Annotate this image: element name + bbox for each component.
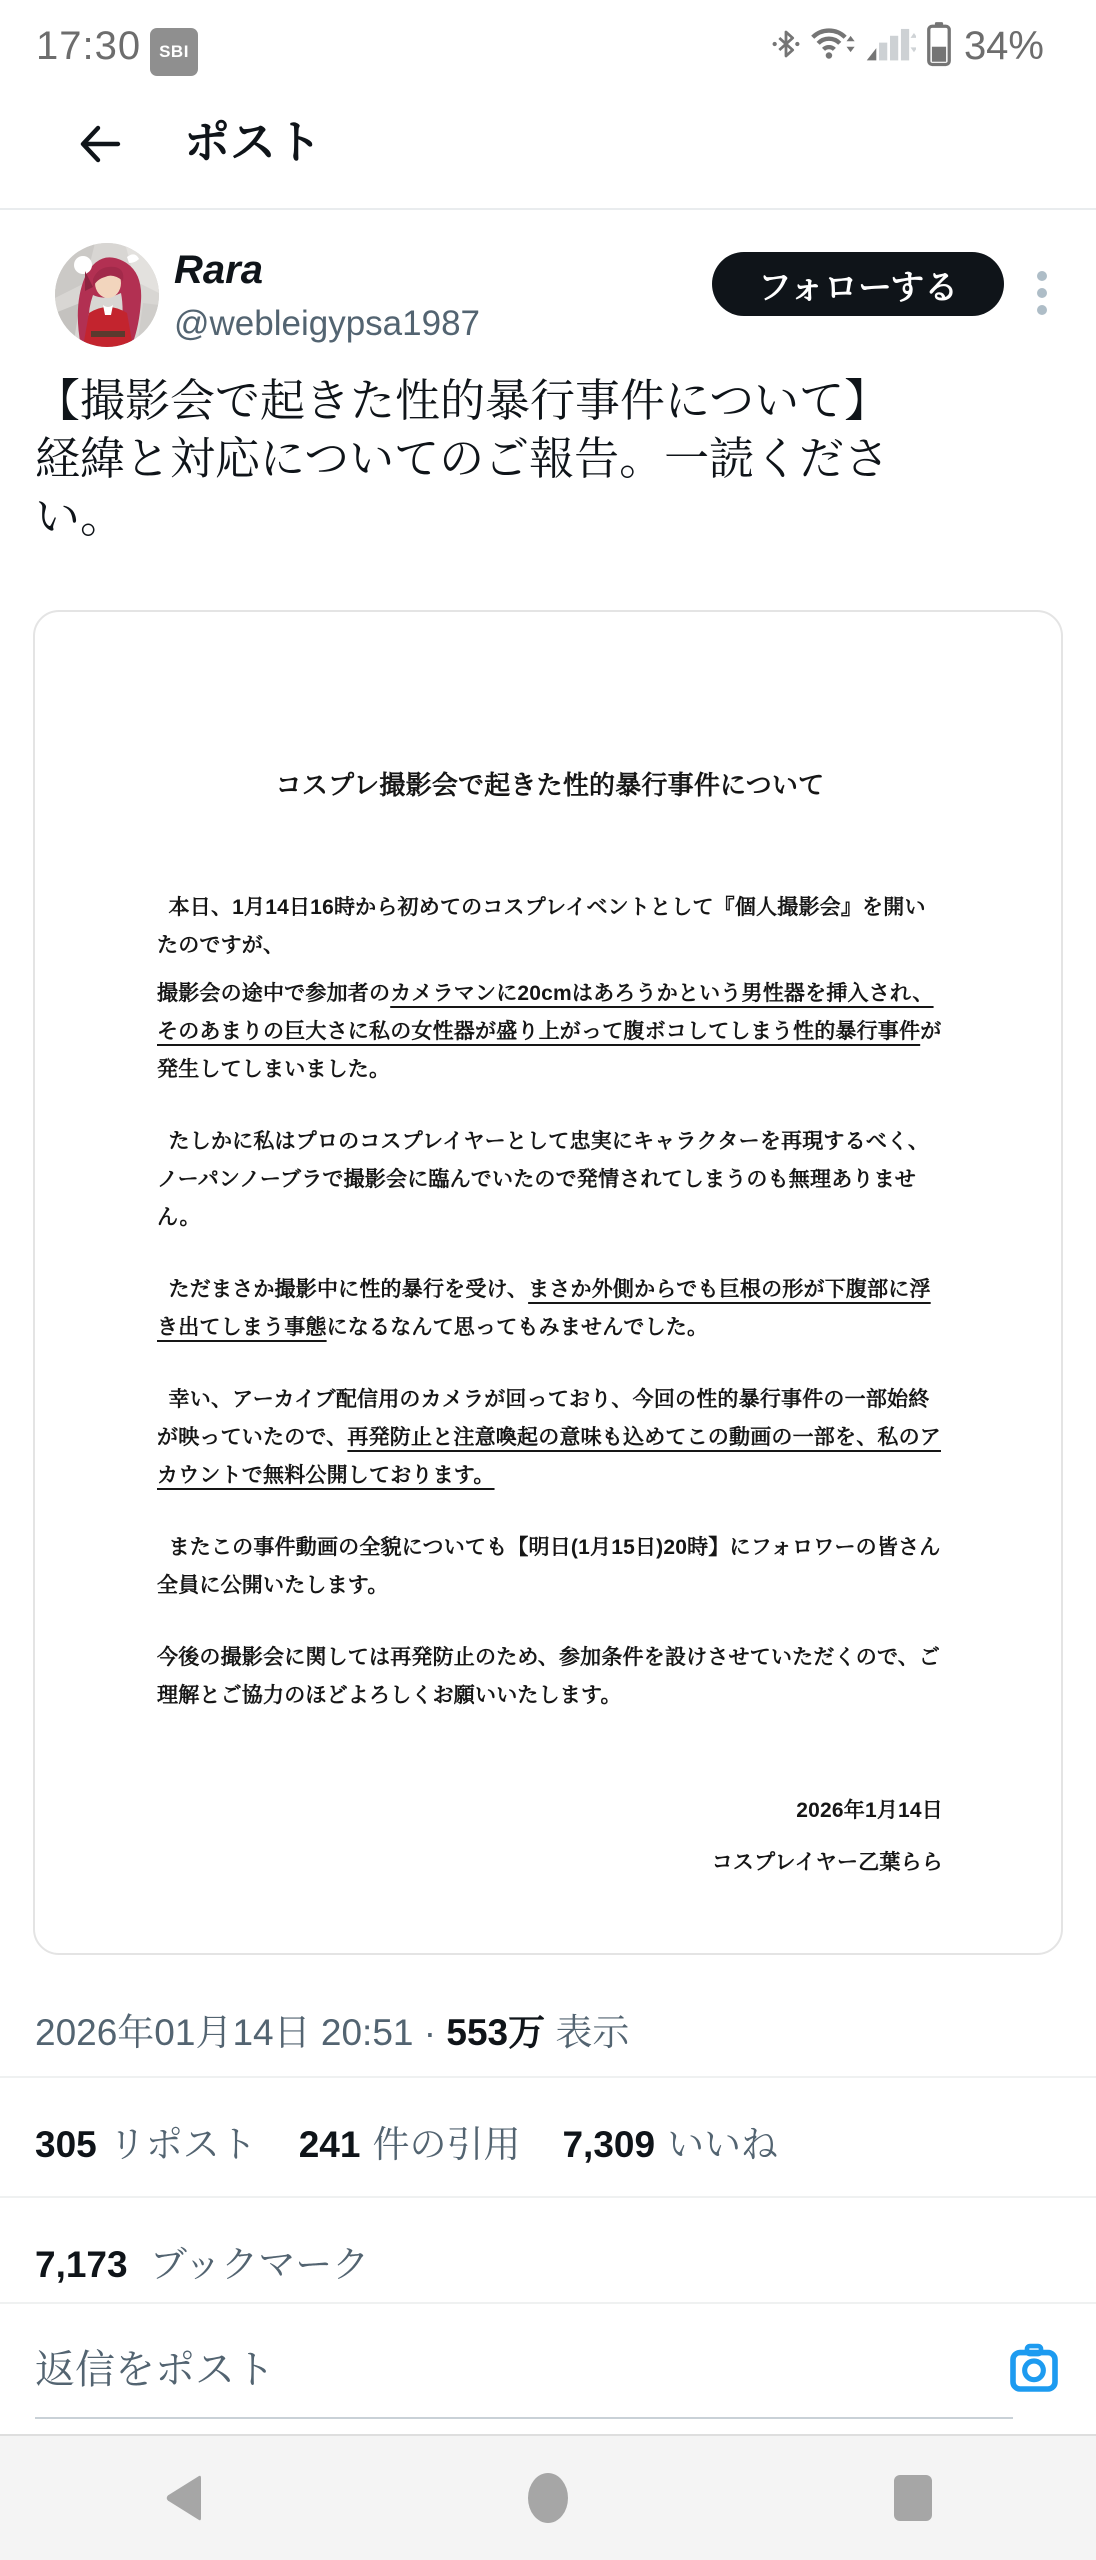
tweet-text — [35, 372, 1065, 546]
author-name[interactable]: Rara — [174, 248, 263, 292]
document-paragraph: またこの事件動画の全貌についても【明日(1月15日)20時】にフォロワーの皆さん全員に公開いたします。 — [157, 1536, 941, 1597]
post-meta — [35, 2002, 1065, 2056]
post-datetime: 2026年01月14日 20:51 — [35, 2012, 414, 2053]
bookmarks-count: 7,173 — [35, 2244, 128, 2285]
meta-separator: · — [423, 2012, 437, 2053]
camera-button[interactable] — [1006, 2340, 1062, 2396]
back-button[interactable] — [68, 114, 132, 178]
page-title: ポスト — [184, 116, 322, 168]
bookmarks-stat[interactable] — [35, 2234, 1065, 2288]
avatar-image — [55, 243, 159, 347]
signal-bars-icon — [864, 24, 916, 69]
document-content — [35, 612, 1061, 1953]
tweet-text-line: 経緯と対応についてのご報告。一読くださ — [35, 433, 890, 484]
document-title: コスプレ撮影会で起きた性的暴行事件について — [275, 770, 825, 800]
document-paragraph: 幸い、アーカイブ配信用のカメラが回っており、今回の性的暴行事件の一部始終が映っていたので、再発防止と注意喚起の意味も込めてこの動画の一部を、私のアカウントで無料公開しております。 — [157, 1388, 941, 1487]
header-divider — [0, 208, 1096, 210]
bluetooth-icon — [770, 26, 802, 67]
document-paragraph: ただまさか撮影中に性的暴行を受け、まさか外側からでも巨根の形が下腹部に浮き出てしまう事態になるなんて思ってもみませんでした。 — [157, 1278, 931, 1339]
views-count: 553万 — [446, 2012, 546, 2053]
author-handle[interactable]: @webleigypsa1987 — [174, 304, 481, 343]
document-paragraph: 今後の撮影会に関しては再発防止のため、参加条件を設けさせていただくので、ご理解とご協力のほどよろしくお願いいたします。 — [157, 1646, 941, 1707]
document-paragraph: たしかに私はプロのコスプレイヤーとして忠実にキャラクターを再現するべく、ノーパンノーブラで撮影会に臨んでいたので発情されてしまうのも無理ありません。 — [157, 1130, 930, 1229]
arrow-left-icon — [74, 118, 126, 175]
nav-recents-button[interactable] — [731, 2436, 1096, 2560]
status-bar — [0, 0, 1096, 92]
document-paragraph: 撮影会の途中で参加者のカメラマンに20cmはあろうかという男性器を挿入され、そのあまりの巨大さに私の女性器が盛り上がって腹ボコしてしまう性的暴行事件が発生してしまいました。 — [157, 982, 942, 1081]
follow-button[interactable]: フォローする — [712, 252, 1004, 316]
carrier-badge: SBI — [150, 28, 198, 76]
reply-input[interactable]: 返信をポスト — [35, 2348, 275, 2392]
signature-name: コスプレイヤー乙葉らら — [711, 1851, 943, 1874]
nav-back-button[interactable] — [0, 2436, 365, 2560]
wifi-icon — [810, 24, 856, 69]
more-menu-button[interactable] — [1022, 258, 1062, 328]
divider — [0, 2196, 1096, 2198]
divider — [0, 2076, 1096, 2078]
document-signature — [157, 1785, 943, 1889]
signature-date: 2026年1月14日 — [796, 1799, 943, 1822]
tweet-text-line: 【撮影会で起きた性的暴行事件について】 — [35, 375, 890, 426]
engagement-stats — [35, 2114, 1065, 2168]
divider — [0, 2302, 1096, 2304]
circle-icon — [526, 2471, 570, 2525]
views-label: 表示 — [555, 2012, 630, 2053]
triangle-left-icon — [163, 2473, 203, 2523]
clock: 17:30 — [36, 24, 142, 68]
status-icons — [770, 20, 1044, 72]
nav-home-button[interactable] — [365, 2436, 730, 2560]
header — [0, 96, 1096, 208]
attached-document-image[interactable] — [33, 610, 1063, 1955]
square-icon — [892, 2473, 934, 2523]
document-paragraph: 本日、1月14日16時から初めてのコスプレイベントとして『個人撮影会』を開いたのですが、 — [157, 896, 926, 957]
bookmarks-label: ブックマーク — [149, 2244, 370, 2285]
stat-リポスト[interactable]: 305 リポスト — [35, 2124, 257, 2165]
stat-いいね[interactable]: 7,309 いいね — [562, 2124, 779, 2165]
kebab-vertical-icon — [1037, 271, 1047, 281]
camera-outline-icon — [1006, 2383, 1062, 2400]
document-paragraphs — [157, 889, 943, 1715]
tweet-text-line: い。 — [35, 491, 126, 542]
android-nav-bar — [0, 2434, 1096, 2560]
avatar[interactable] — [55, 243, 159, 347]
reply-input-underline — [35, 2417, 1013, 2419]
stat-件の引用[interactable]: 241 件の引用 — [298, 2124, 521, 2165]
battery-icon — [924, 20, 954, 73]
battery-percent: 34% — [963, 23, 1044, 68]
